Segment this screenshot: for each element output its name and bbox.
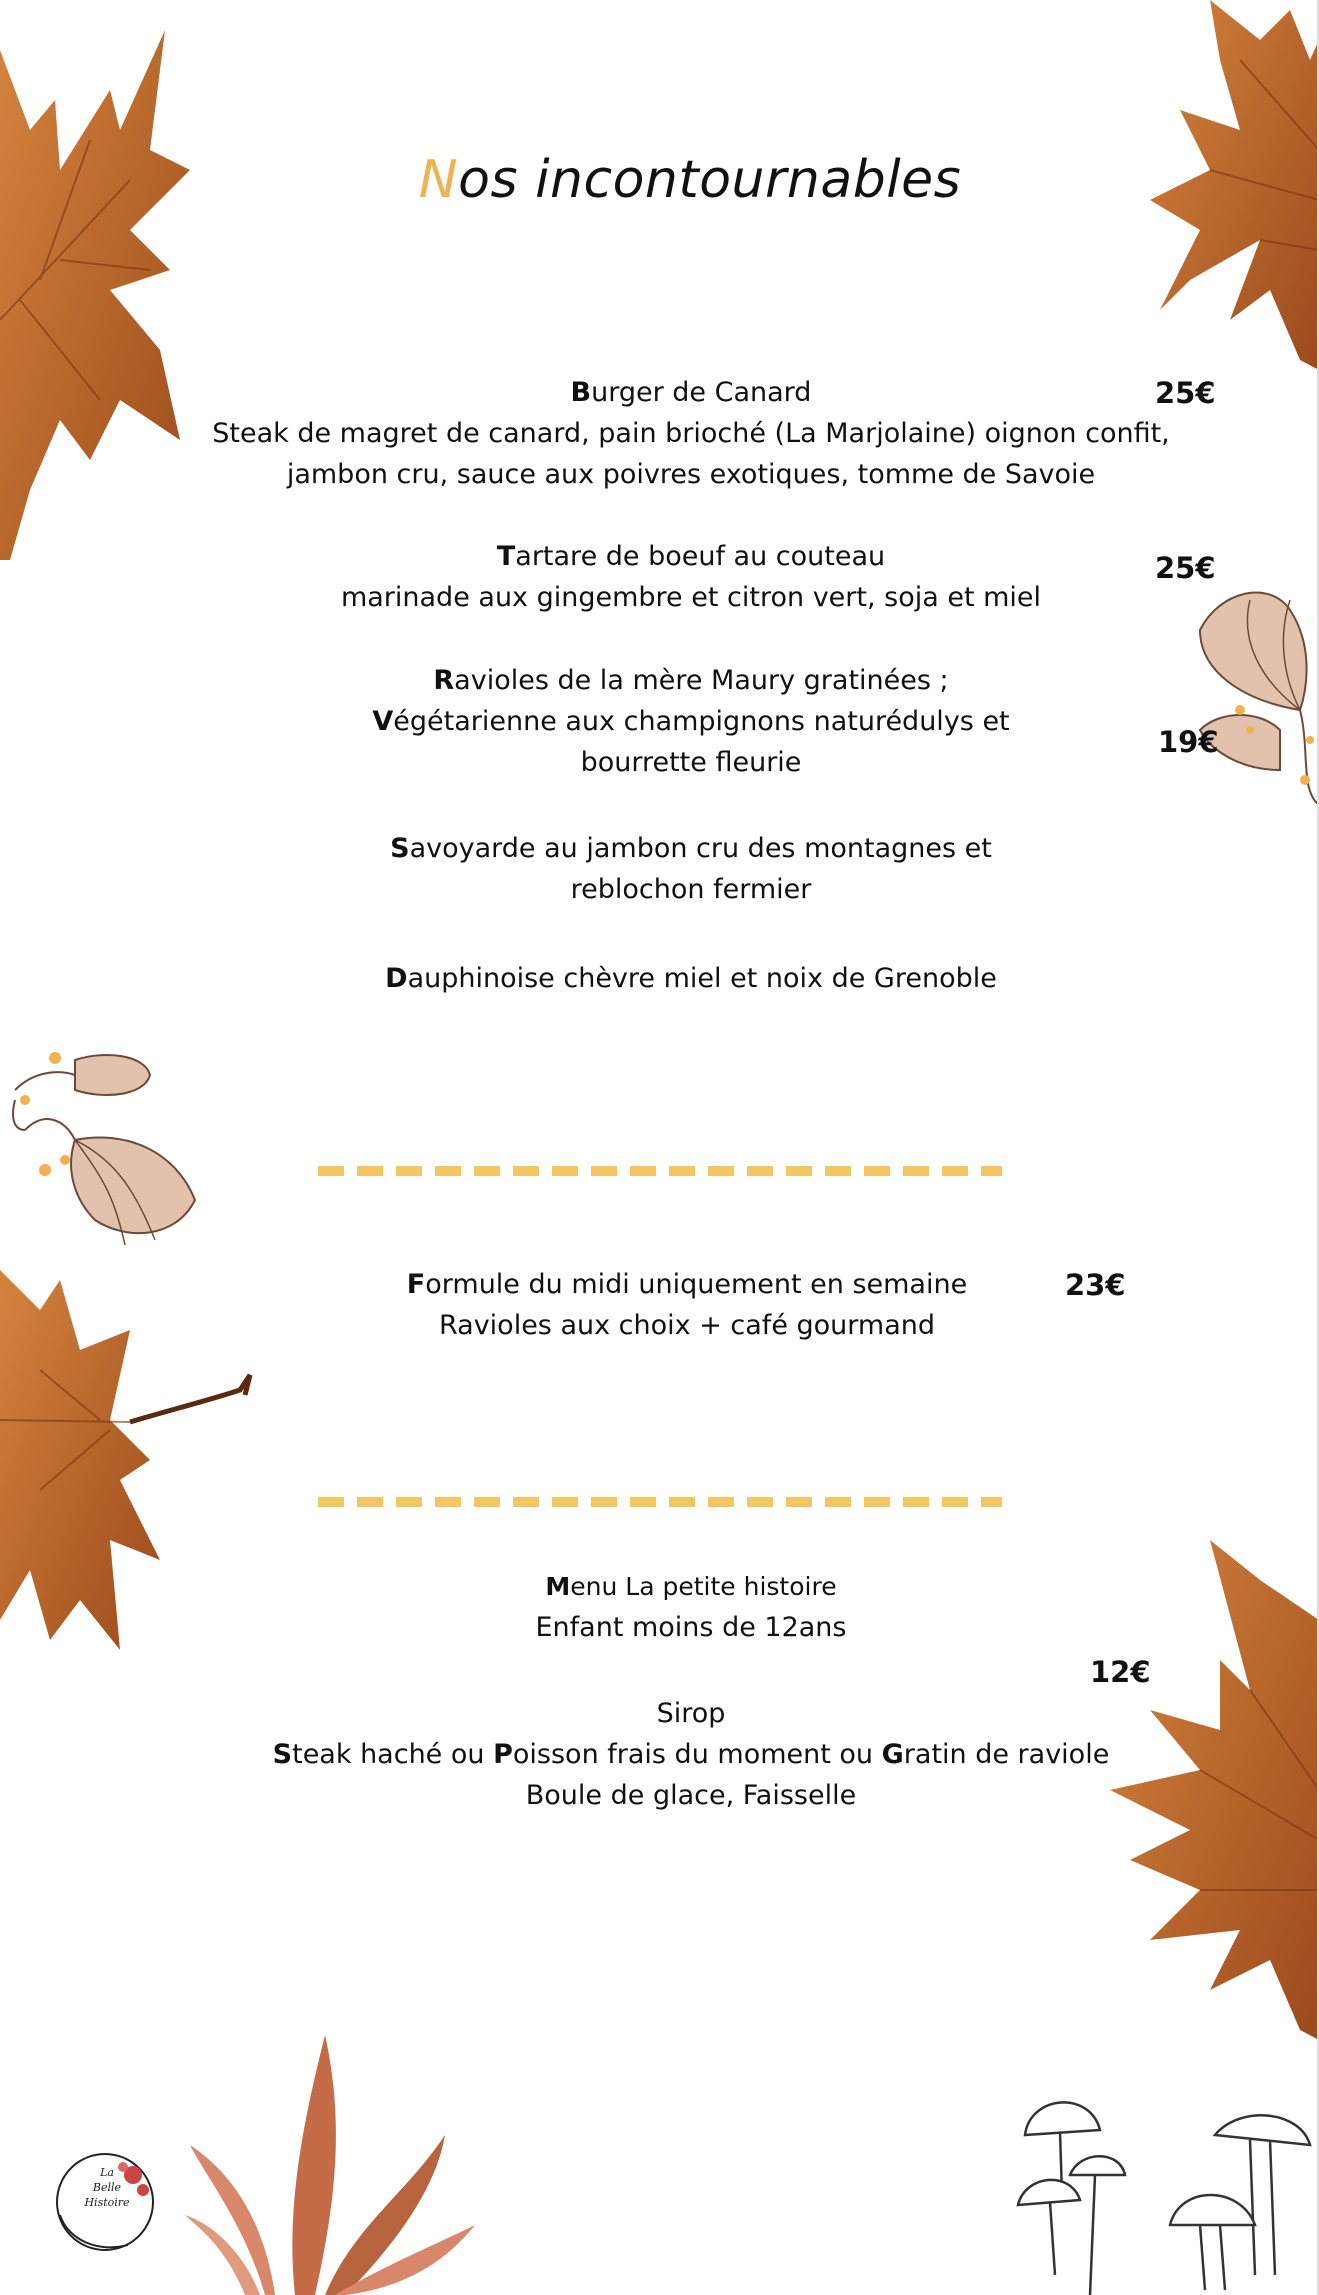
price-formule: 23€	[1065, 1268, 1126, 1302]
logo-line-1: La	[100, 2166, 114, 2179]
main-text-g: ratin de raviole	[903, 1739, 1110, 1770]
logo-text	[72, 2165, 142, 2210]
kids-menu-title: enu La petite histoire	[570, 1572, 837, 1601]
formule-description: Ravioles aux choix + café gourmand	[438, 1310, 936, 1341]
variant-text: reblochon fermier	[570, 874, 812, 905]
formule-title: ormule du midi uniquement en semaine	[425, 1269, 968, 1300]
dashed-divider	[318, 1166, 1002, 1176]
dish-ravioles	[0, 660, 1319, 783]
main-text-p: oisson frais du moment ou	[512, 1739, 882, 1770]
variant-text: auphinoise chèvre miel et noix de Grenoble	[407, 963, 997, 994]
kids-menu-items	[0, 1693, 1319, 1816]
variant-initial: S	[390, 833, 410, 864]
variant-text: avoyarde au jambon cru des montagnes et	[409, 833, 992, 864]
dish-name: urger de Canard	[591, 377, 812, 408]
variant-initial: V	[372, 706, 394, 737]
dish-description-line: Steak de magret de canard, pain brioché (La Marjolaine) oignon confit,	[212, 418, 1170, 449]
main-text-s: teak haché ou	[292, 1739, 494, 1770]
main-initial-p: P	[493, 1739, 513, 1770]
logo-line-2: Belle	[92, 2181, 122, 2194]
variant-savoyarde	[0, 828, 1319, 910]
variant-dauphinoise	[0, 958, 1319, 999]
price-tartare: 25€	[1155, 551, 1216, 585]
kids-menu-initial: M	[545, 1572, 571, 1601]
logo-line-3: Histoire	[84, 2196, 130, 2209]
title-initial: N	[418, 150, 459, 210]
title-rest: os incontournables	[458, 150, 962, 210]
kids-menu-dessert: Boule de glace, Faisselle	[525, 1780, 857, 1811]
dish-name: artare de boeuf au couteau	[515, 541, 886, 572]
variant-initial: D	[385, 963, 408, 994]
dish-initial: T	[496, 541, 516, 572]
kids-menu-drink: Sirop	[656, 1698, 726, 1729]
price-ravioles: 19€	[1158, 725, 1219, 759]
dish-description-line: jambon cru, sauce aux poivres exotiques, tomme de Savoie	[286, 459, 1096, 490]
kids-menu	[0, 1566, 1319, 1648]
main-initial-s: S	[272, 1739, 293, 1770]
kids-menu-subtitle: Enfant moins de 12ans	[535, 1612, 847, 1643]
flower-left-icon	[5, 1040, 205, 1250]
dish-initial: R	[433, 665, 455, 696]
mushrooms-icon	[1010, 2075, 1319, 2295]
price-burger: 25€	[1155, 376, 1216, 410]
dish-burger	[0, 372, 1319, 495]
dish-tartare	[0, 536, 1319, 618]
dashed-divider	[318, 1497, 1002, 1507]
price-kids-menu: 12€	[1090, 1655, 1151, 1689]
main-initial-g: G	[881, 1739, 904, 1770]
dish-name: avioles de la mère Maury gratinées ;	[454, 665, 949, 696]
plant-bottom-icon	[185, 2025, 485, 2295]
dish-initial: B	[570, 377, 592, 408]
variant-text: égétarienne aux champignons naturédulys et	[393, 706, 1010, 737]
variant-text: bourrette fleurie	[580, 747, 802, 778]
kids-menu-main	[0, 1734, 1319, 1775]
formule-initial: F	[406, 1269, 426, 1300]
dish-description-line: marinade aux gingembre et citron vert, soja et miel	[340, 582, 1042, 613]
page-title	[0, 150, 1319, 210]
